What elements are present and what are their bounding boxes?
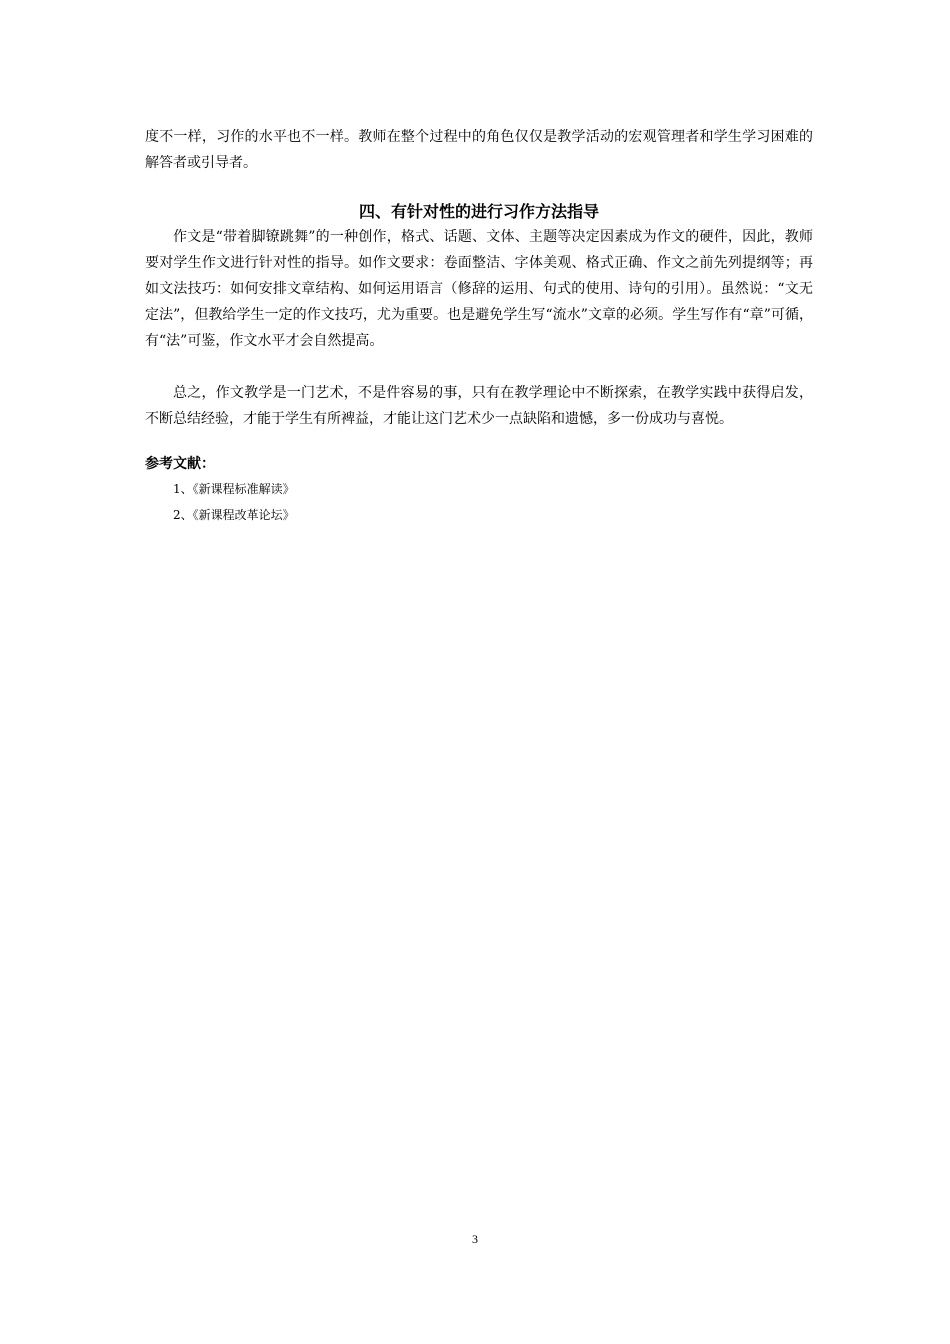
references-list: [145, 476, 813, 528]
references-title: 参考文献：: [145, 456, 215, 472]
page-number: 3: [472, 1232, 478, 1246]
section-heading: 四、有针对性的进行习作方法指导: [358, 202, 599, 221]
conclusion-paragraph: 总之，作文教学是一门艺术，不是件容易的事，只有在教学理论中不断探索，在教学实践中获得启发，不断总结经验，才能于学生有所裨益，才能让这门艺术少一点缺陷和遗憾，多一份成功与喜悦。: [145, 385, 813, 427]
document-page: [145, 124, 813, 528]
section-paragraph: 作文是“带着脚镣跳舞”的一种创作，格式、话题、文体、主题等决定因素成为作文的硬件，因此，教师要对学生作文进行针对性的指导。如作文要求：卷面整洁、字体美观、格式正确、作文之前先列提纲等；再如文法技巧：如何安排文章结构、如何运用语言（修辞的运用、句式的使用、诗句的引用）。虽然说：“文无定法”，但教给学生一定的作文技巧，尤为重要。也是避免学生写“流水”文章的必须。学生写作有“章”可循，有“法”可鉴，作文水平才会自然提高。: [145, 229, 813, 349]
reference-item: 1、《新课程标准解读》: [173, 482, 295, 496]
reference-item: 2、《新课程改革论坛》: [173, 508, 295, 522]
paragraph-spacer: [145, 354, 813, 380]
intro-paragraph: 度不一样，习作的水平也不一样。教师在整个过程中的角色仅仅是教学活动的宏观管理者和学生学习困难的解答者或引导者。: [145, 129, 813, 171]
